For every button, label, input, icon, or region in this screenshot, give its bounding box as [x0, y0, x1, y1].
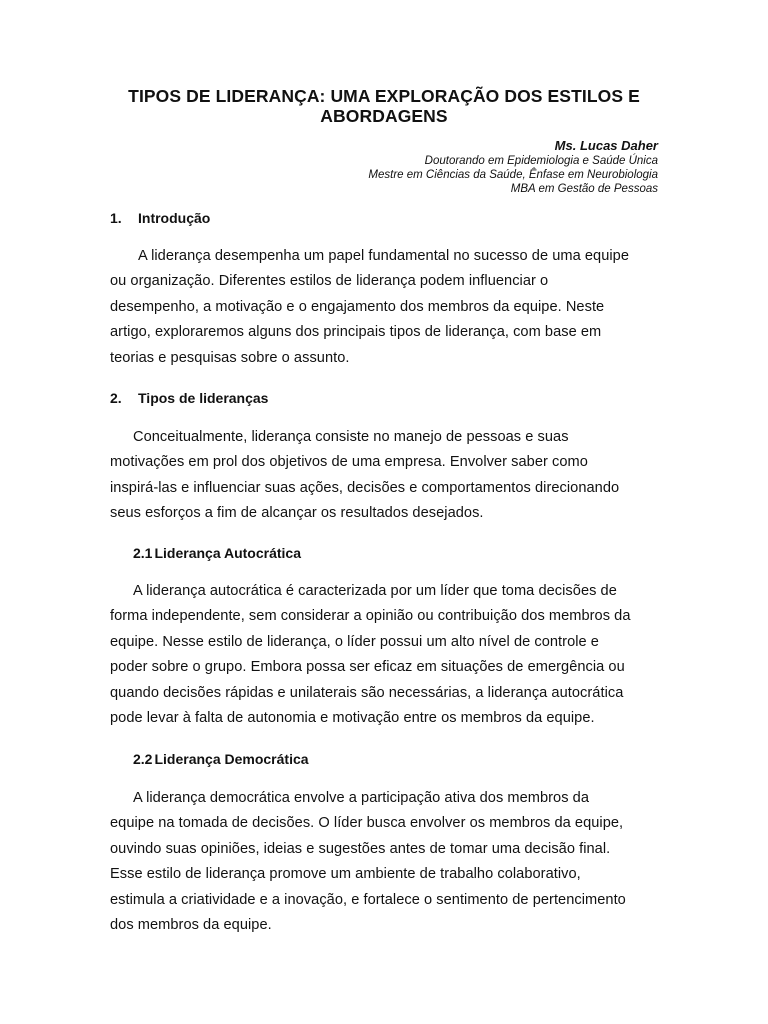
paragraph-line: Conceitualmente, liderança consiste no manejo de pessoas e suas — [133, 429, 569, 445]
autocratica-paragraph — [110, 579, 662, 731]
paragraph-line: dos membros da equipe. — [110, 917, 272, 934]
subsection-title: Liderança Democrática — [154, 751, 309, 767]
paragraph-line: artigo, exploraremos alguns dos principais tipos de liderança, com base em — [110, 324, 602, 341]
section-heading-tipos-de-liderancas — [110, 389, 268, 407]
subsection-heading-democratica — [133, 750, 309, 768]
section-title: Tipos de lideranças — [138, 390, 269, 406]
author-credential: MBA em Gestão de Pessoas — [510, 183, 658, 195]
paragraph-line: inspirá-las e influenciar suas ações, decisões e comportamentos direcionando — [110, 479, 620, 496]
paragraph-line: teorias e pesquisas sobre o assunto. — [110, 349, 350, 366]
paragraph-line: poder sobre o grupo. Embora possa ser eficaz em situações de emergência ou — [110, 659, 625, 676]
paragraph-line: pode levar à falta de autonomia e motivação entre os membros da equipe. — [110, 710, 595, 727]
document-title — [110, 86, 658, 126]
tipos-paragraph — [110, 425, 662, 527]
author-credential: Doutorando em Epidemiologia e Saúde Única — [424, 155, 658, 167]
paragraph-line: A liderança democrática envolve a participação ativa dos membros da — [133, 790, 589, 806]
paragraph-line: estimula a criatividade e a inovação, e fortalece o sentimento de pertencimento — [110, 891, 626, 908]
paragraph-line: Esse estilo de liderança promove um ambiente de trabalho colaborativo, — [110, 866, 581, 883]
paragraph-line: ouvindo suas opiniões, ideias e sugestões antes de tomar uma decisão final. — [110, 840, 611, 857]
title-line: TIPOS DE LIDERANÇA: UMA EXPLORAÇÃO DOS ESTILOS E — [128, 86, 640, 106]
subsection-heading-autocratica — [133, 544, 301, 562]
subsection-number: 2.1 — [133, 545, 153, 561]
paragraph-line: quando decisões rápidas e unilaterais são necessárias, a liderança autocrática — [110, 684, 624, 701]
paragraph-line: ou organização. Diferentes estilos de liderança podem influenciar o — [110, 273, 549, 290]
section-number: 1. — [110, 210, 122, 226]
section-number: 2. — [110, 390, 122, 406]
author-credential: Mestre em Ciências da Saúde, Ênfase em Neurobiologia — [368, 169, 658, 181]
paragraph-line: A liderança autocrática é caracterizada por um líder que toma decisões de — [133, 583, 617, 599]
paragraph-line: motivações em prol dos objetivos de uma empresa. Envolver saber como — [110, 454, 588, 471]
subsection-number: 2.2 — [133, 751, 153, 767]
democratica-paragraph — [110, 786, 662, 938]
paragraph-line: seus esforços a fim de alcançar os resultados desejados. — [110, 505, 484, 522]
section-heading-introducao — [110, 209, 210, 227]
section-title: Introdução — [138, 210, 211, 226]
author-block — [368, 138, 658, 196]
intro-paragraph — [110, 244, 662, 371]
subsection-title: Liderança Autocrática — [154, 545, 301, 561]
paragraph-line: A liderança desempenha um papel fundamental no sucesso de uma equipe — [138, 248, 629, 264]
title-line: ABORDAGENS — [320, 106, 448, 126]
paragraph-line: equipe na tomada de decisões. O líder busca envolver os membros da equipe, — [110, 815, 624, 832]
paragraph-line: desempenho, a motivação e o engajamento dos membros da equipe. Neste — [110, 298, 605, 315]
author-name: Ms. Lucas Daher — [554, 138, 658, 153]
paragraph-line: forma independente, sem considerar a opinião ou contribuição dos membros da — [110, 608, 631, 625]
paragraph-line: equipe. Nesse estilo de liderança, o líder possui um alto nível de controle e — [110, 633, 599, 650]
